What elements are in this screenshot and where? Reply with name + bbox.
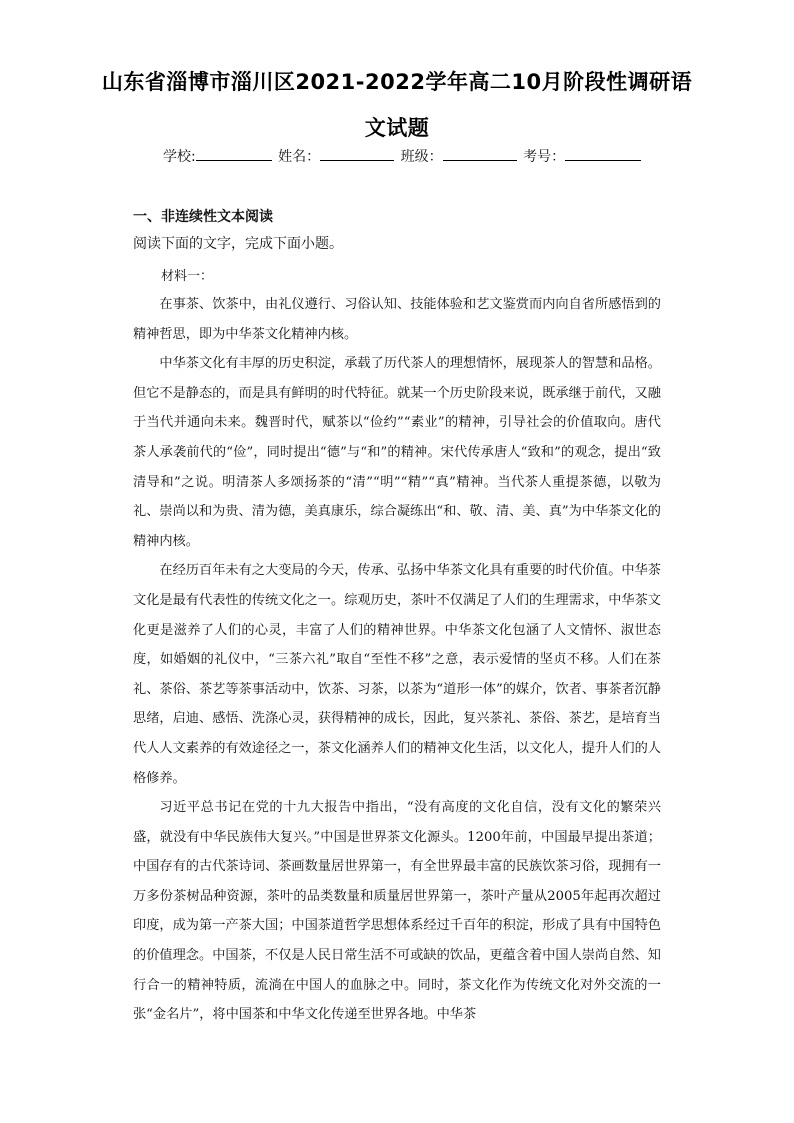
material-label: 材料一： [161,269,214,284]
number-blank[interactable] [565,145,641,161]
paragraph-3: 在经历百年未有之大变局的今天，传承、弘扬中华茶文化具有重要的时代价值。中华茶文化是最有代表性的传统文化之一。综观历史，茶叶不仅满足了人们的生理需求，中华茶文化更是滋养了人们的心灵，丰富了人们的精神世界。中华茶文化包涵了人文情怀、淑世态度，如婚姻的礼仪中，“三茶六礼”取自“至性不移”之意，表示爱情的坚贞不移。人们在茶礼、茶俗、茶艺等茶事活动中，饮茶、习茶，以茶为“道形一体”的媒介，饮者、事茶者沉静思绪，启迪、感悟、洗涤心灵，获得精神的成长，因此，复兴茶礼、茶俗、茶艺，是培育当代人人文素养的有效途径之一，茶文化涵养人们的精神文化生活，以文化人，提升人们的人格修养。 [133,563,661,786]
page-title-line-1: 山东省淄博市淄川区2021-2022学年高二10月阶段性调研语 [101,70,693,94]
number-label: 考号： [523,149,566,165]
class-label: 班级： [400,149,443,165]
reading-passage [133,290,661,1030]
name-label: 姓名： [278,149,321,165]
name-blank[interactable] [320,145,394,161]
section-heading: 一、非连续性文本阅读 [133,209,273,225]
class-blank[interactable] [443,145,517,161]
school-blank[interactable] [196,145,272,161]
paragraph-2: 中华茶文化有丰厚的历史积淀，承载了历代茶人的理想情怀，展现茶人的智慧和品格。但它不是静态的，而是具有鲜明的时代特征。就某一个历史阶段来说，既承继于前代，又融于当代并通向未来。魏晋时代，赋茶以“俭约”“素业”的精神，引导社会的价值取向。唐代茶人承袭前代的“俭”，同时提出“德”与“和”的精神。宋代传承唐人“致和”的观念，提出“致清导和”之说。明清茶人多颂扬茶的“清”“明”“精”“真”精神。当代茶人重提茶德，以敬为礼、崇尚以和为贵、清为德，美真康乐，综合凝练出“和、敬、清、美、真”为中华茶文化的精神内核。 [133,356,661,549]
paragraph-4: 习近平总书记在党的十九大报告中指出，“没有高度的文化自信，没有文化的繁荣兴盛，就没有中华民族伟大复兴。”中国是世界茶文化源头。1200年前，中国最早提出茶道；中国存有的古代茶诗词、茶画数量居世界第一，有全世界最丰富的民族饮茶习俗，现拥有一万多份茶树品种资源，茶叶的品类数量和质量居世界第一，茶叶产量从2005年起再次超过印度，成为第一产茶大国；中国茶道哲学思想体系经过千百年的积淀，形成了具有中国特色的价值理念。中国茶，不仅是人民日常生活不可或缺的饮品，更蕴含着中国人崇尚自然、知行合一的精神特质，流淌在中国人的血脉之中。同时，茶文化作为传统文化对外交流的一张“金名片”，将中国茶和中华文化传递至世界各地。中华茶 [133,800,661,1023]
instruction-text: 阅读下面的文字，完成下面小题。 [133,236,343,252]
paragraph-1: 在事茶、饮茶中，由礼仪遵行、习俗认知、技能体验和艺文鉴赏而内向自省所感悟到的精神哲思，即为中华茶文化精神内核。 [133,297,661,342]
student-info-line [163,145,643,166]
school-label: 学校: [163,149,196,165]
page-title-line-2: 文试题 [364,116,430,140]
